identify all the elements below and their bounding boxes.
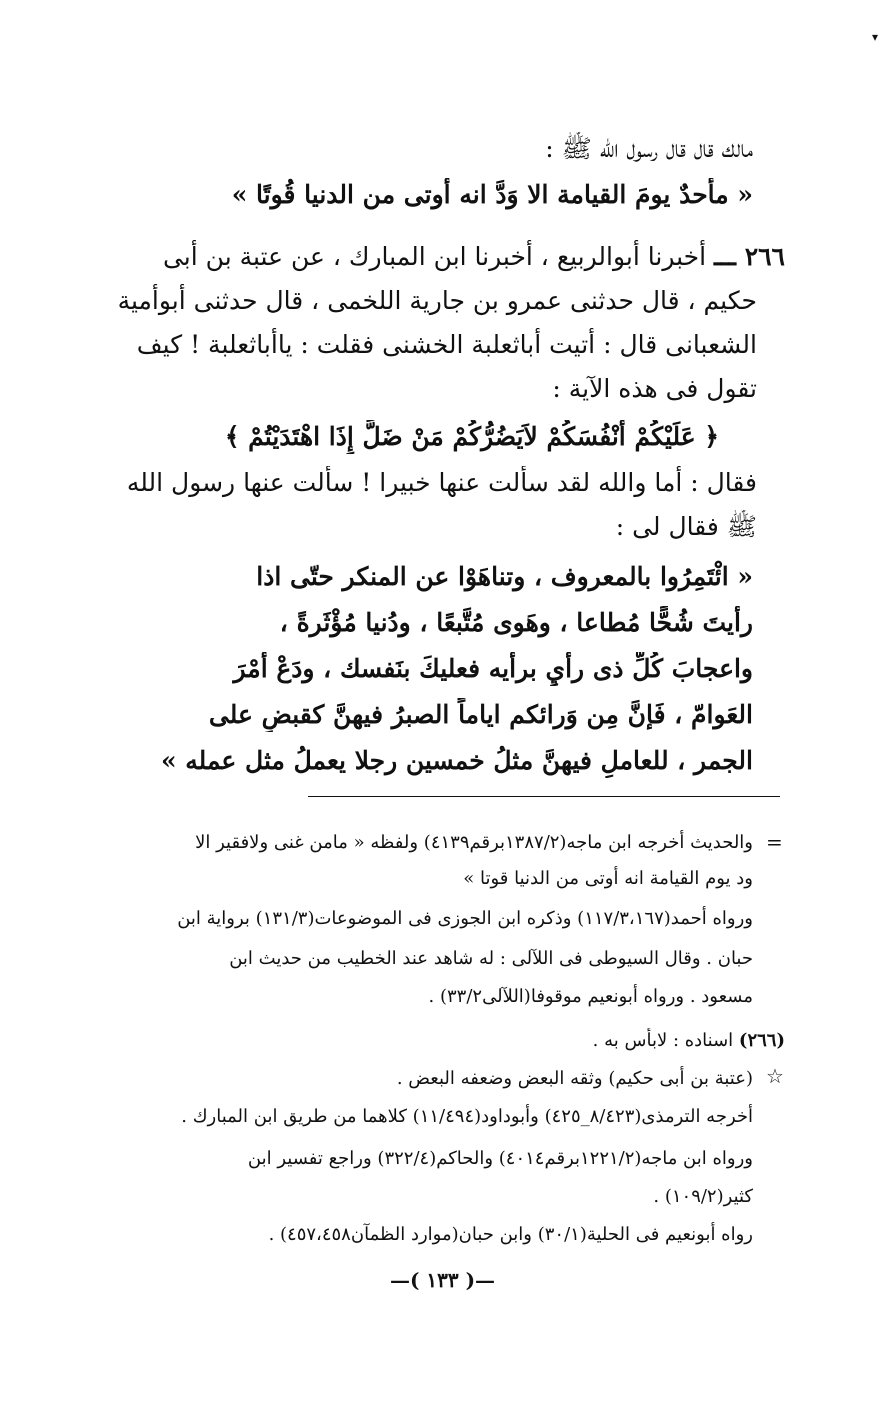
corner-arrow-mark: ▾ [872,30,879,44]
prophet-quote-line-4: العَوامّ ، فَإنَّ مِن وَرائكم اياماً الصبرُ فيهنَّ كقبضٍ على [208,700,753,729]
footnote-2-text: اسناده : لابأس به . [592,1030,734,1051]
footnote-3-line-4: كثير(١٠٩/٢) . [653,1186,753,1207]
prophet-quote-line-3: واعجابَ كُلِّ ذى رأيٍ برأيه فعليكَ بنَفسك ، ودَعْ أَمْرَ [233,654,753,683]
hadith-266-line-6: ﷺ فقال لى : [615,512,757,541]
footnote-1-line-3: ورواه أحمد(١١٧/٣،١٦٧) وذكره ابن الجوزى فى الموضوعات(١٣١/٣) برواية ابن [177,908,753,929]
footnote-3-line-3: ورواه ابن ماجه(١٢٢١/٢برقم٤٠١٤) والحاكم(٣٢٢/٤) وراجع تفسير ابن [247,1148,753,1169]
prophet-quote-line-5: الجمر ، للعاملِ فيهنَّ مثلُ خمسين رجلا يعملُ مثل عمله » [160,746,753,775]
prophet-quote-line-2: رأيتَ شُحًّا مُطاعا ، وهَوى مُتَّبعًا ، ودُنيا مُؤْثَرةً ، [279,608,753,637]
hadith-266-line-2: حكيم ، قال حدثنى عمرو بن جارية اللخمى ، قال حدثنى أبوأمية [117,286,757,315]
footnote-continuation-marker: = [766,830,783,854]
footnote-1-line-2: ود يوم القيامة انه أوتى من الدنيا قوتا » [463,868,753,889]
hadith-266-line-3: الشعبانى قال : أتيت أباثعلبة الخشنى فقلت : ياأباثعلبة ! كيف [136,330,757,359]
star-marker: ☆ [766,1064,784,1088]
footnote-1-line-1: والحديث أخرجه ابن ماجه(١٣٨٧/٢برقم٤١٣٩) ولفظه « مامن غنى ولافقير الا [195,832,753,853]
hadith-text: أخبرنا أبوالربيع ، أخبرنا ابن المبارك ، عن عتبة بن أبى [162,242,707,271]
footnote-1-line-5: مسعود . ورواه أبونعيم موقوفا(اللآلى٣٣/٢) . [428,986,753,1007]
hadith-266-line-4: تقول فى هذه الآية : [552,374,757,403]
intro-line: مالك قال قال رسول الله ﷺ : [545,134,753,163]
footnote-3-line-5: رواه أبونعيم فى الحلية(٣٠/١) وابن حبان(موارد الظمآن٤٥٧،٤٥٨) . [268,1224,753,1245]
footnote-2-number: (٢٦٦) [738,1030,785,1051]
intro-quote: « مأحدٌ يومَ القيامة الا وَدَّ انه أُوتى من الدنيا قُوتًا » [231,180,753,209]
footnote-separator [308,796,780,797]
prophet-quote-line-1: « ائْتَمِرُوا بالمعروف ، وتناهَوْا عن المنكر حتّى اذا [256,562,753,591]
hadith-number: ٢٦٦ ـــ [714,242,785,271]
hadith-266-line-5: فقال : أما والله لقد سألت عنها خبيرا ! سألت عنها رسول الله [126,468,757,497]
footnote-2 [85,1028,785,1054]
footnote-3-line-2: أخرجه الترمذى(٨/٤٢٣_٤٢٥) وأبوداود(١١/٤٩٤) كلاهما من طريق ابن المبارك . [181,1106,753,1127]
footnote-3-line-1: (عتبة بن أبى حكيم) وثقه البعض وضعفه البعض . [396,1068,753,1089]
footnote-1-line-4: حبان . وقال السيوطى فى اللآلى : له شاهد عند الخطيب من حديث ابن [229,948,753,969]
page-number: —( ١٣٣ )— [389,1268,496,1292]
quran-verse: ﴿ عَلَيْكُمْ أَنْفُسَكُمْ لاَيَضُرُّكُمْ مَنْ ضَلَّ إِذَا اهْتَدَيْتُمْ ﴾ [224,422,719,451]
hadith-266-line-1 [85,240,785,274]
